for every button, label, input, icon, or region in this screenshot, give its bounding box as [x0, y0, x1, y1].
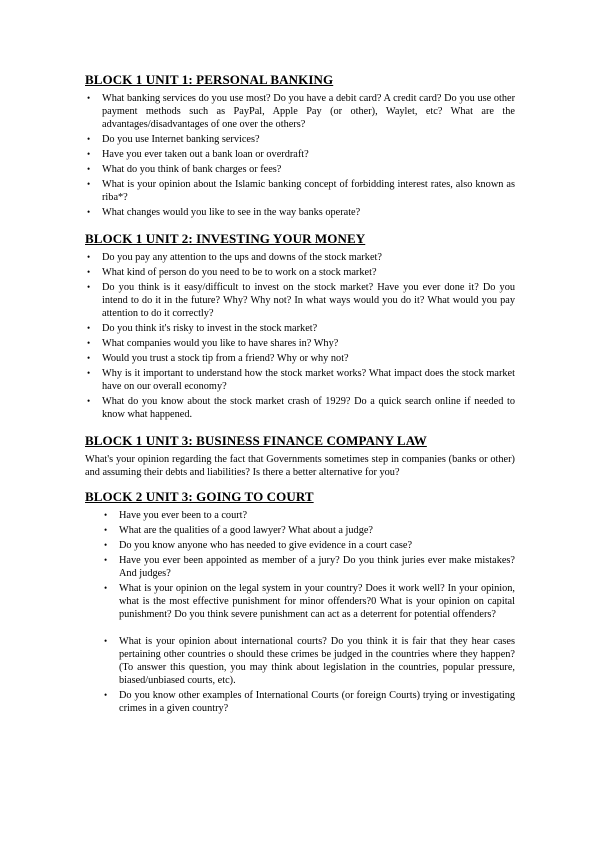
bullet-icon: • [104, 510, 108, 520]
list-item: • Do you use Internet banking services? [87, 134, 260, 145]
bullet-icon: • [104, 636, 108, 646]
section-going-to-court [85, 489, 515, 715]
bullet-icon: • [104, 525, 108, 535]
list-item: • Do you know other examples of International Courts (or foreign Courts) trying or investigating crimes in a given country? [104, 690, 515, 714]
question-list [85, 251, 515, 421]
spacer [85, 623, 515, 633]
bullet-icon: • [104, 555, 108, 565]
section-investing-your-money [85, 231, 515, 421]
list-item: • What do you think of bank charges or fees? [87, 164, 282, 175]
bullet-icon: • [87, 149, 91, 159]
list-item: • Have you ever been appointed as member of a jury? Do you think juries ever make mistakes? And judges? [104, 555, 515, 579]
list-item: • Have you ever been to a court? [104, 510, 248, 521]
list-item: • Do you know anyone who has needed to give evidence in a court case? [104, 540, 413, 551]
bullet-icon: • [104, 690, 108, 700]
list-item: • What are the qualities of a good lawyer? What about a judge? [104, 525, 373, 536]
bullet-icon: • [104, 540, 108, 550]
section-heading: BLOCK 1 UNIT 1: PERSONAL BANKING [85, 72, 334, 87]
bullet-icon: • [87, 267, 91, 277]
section-business-finance-company-law [85, 433, 515, 479]
bullet-icon: • [87, 164, 91, 174]
list-item: • What changes would you like to see in the way banks operate? [87, 207, 361, 218]
list-item: • Do you think it's risky to invest in the stock market? [87, 323, 318, 334]
section-heading: BLOCK 1 UNIT 3: BUSINESS FINANCE COMPANY LAW [85, 433, 427, 448]
bullet-icon: • [87, 252, 91, 262]
bullet-icon: • [87, 179, 91, 189]
question-list [85, 509, 515, 715]
section-heading: BLOCK 1 UNIT 2: INVESTING YOUR MONEY [85, 231, 366, 246]
list-item: • Why is it important to understand how the stock market works? What impact does the stock market have on our overall economy? [87, 368, 515, 392]
bullet-icon: • [87, 207, 91, 217]
bullet-icon: • [87, 134, 91, 144]
bullet-icon: • [87, 282, 91, 292]
bullet-icon: • [87, 368, 91, 378]
list-item: • What banking services do you use most? Do you have a debit card? A credit card? Do you use other payment methods such as PayPal, Apple Pay (or other), Waylet, etc? What are the advantages/disadvantages of one over the others? [87, 93, 515, 130]
bullet-icon: • [87, 93, 91, 103]
list-item: • What companies would you like to have shares in? Why? [87, 338, 339, 349]
document-content [85, 72, 515, 717]
bullet-icon: • [87, 323, 91, 333]
list-item: • What is your opinion on the legal system in your country? Does it work well? In your opinion, what is the most effective punishment for minor offenders?0 What is your opinion on capital punishment? Do you think severe punishment can act as a deterrent for potential offenders? [104, 583, 515, 620]
list-item: • What is your opinion about the Islamic banking concept of forbidding interest rates, also known as riba*? [87, 179, 515, 203]
question-list [85, 92, 515, 219]
section-heading: BLOCK 2 UNIT 3: GOING TO COURT [85, 489, 314, 504]
bullet-icon: • [104, 583, 108, 593]
section-personal-banking [85, 72, 515, 219]
list-item: • What kind of person do you need to be to work on a stock market? [87, 267, 377, 278]
list-item: • Do you pay any attention to the ups and downs of the stock market? [87, 252, 382, 263]
bullet-icon: • [87, 338, 91, 348]
list-item: • Do you think is it easy/difficult to invest on the stock market? Have you ever done it? Do you intend to do it in the future? Why? Why not? In what ways would you do it? What would you pay attention to do it correctly? [87, 282, 515, 319]
list-item: • What is your opinion about international courts? Do you think it is fair that they hear cases pertaining other countries o should these crimes be judged in the countries where they happen? (To answer this question, you may think about legislation in the countries, popular pressure, biased/unbiased courts, etc). [104, 636, 515, 686]
question-paragraph: What's your opinion regarding the fact that Governments sometimes step in companies (banks or other) and assuming their debts and liabilities? Is there a better alternative for you? [85, 454, 515, 478]
bullet-icon: • [87, 353, 91, 363]
bullet-icon: • [87, 396, 91, 406]
list-item: • What do you know about the stock market crash of 1929? Do a quick search online if needed to know what happened. [87, 396, 515, 420]
list-item: • Have you ever taken out a bank loan or overdraft? [87, 149, 309, 160]
list-item: • Would you trust a stock tip from a friend? Why or why not? [87, 353, 349, 364]
